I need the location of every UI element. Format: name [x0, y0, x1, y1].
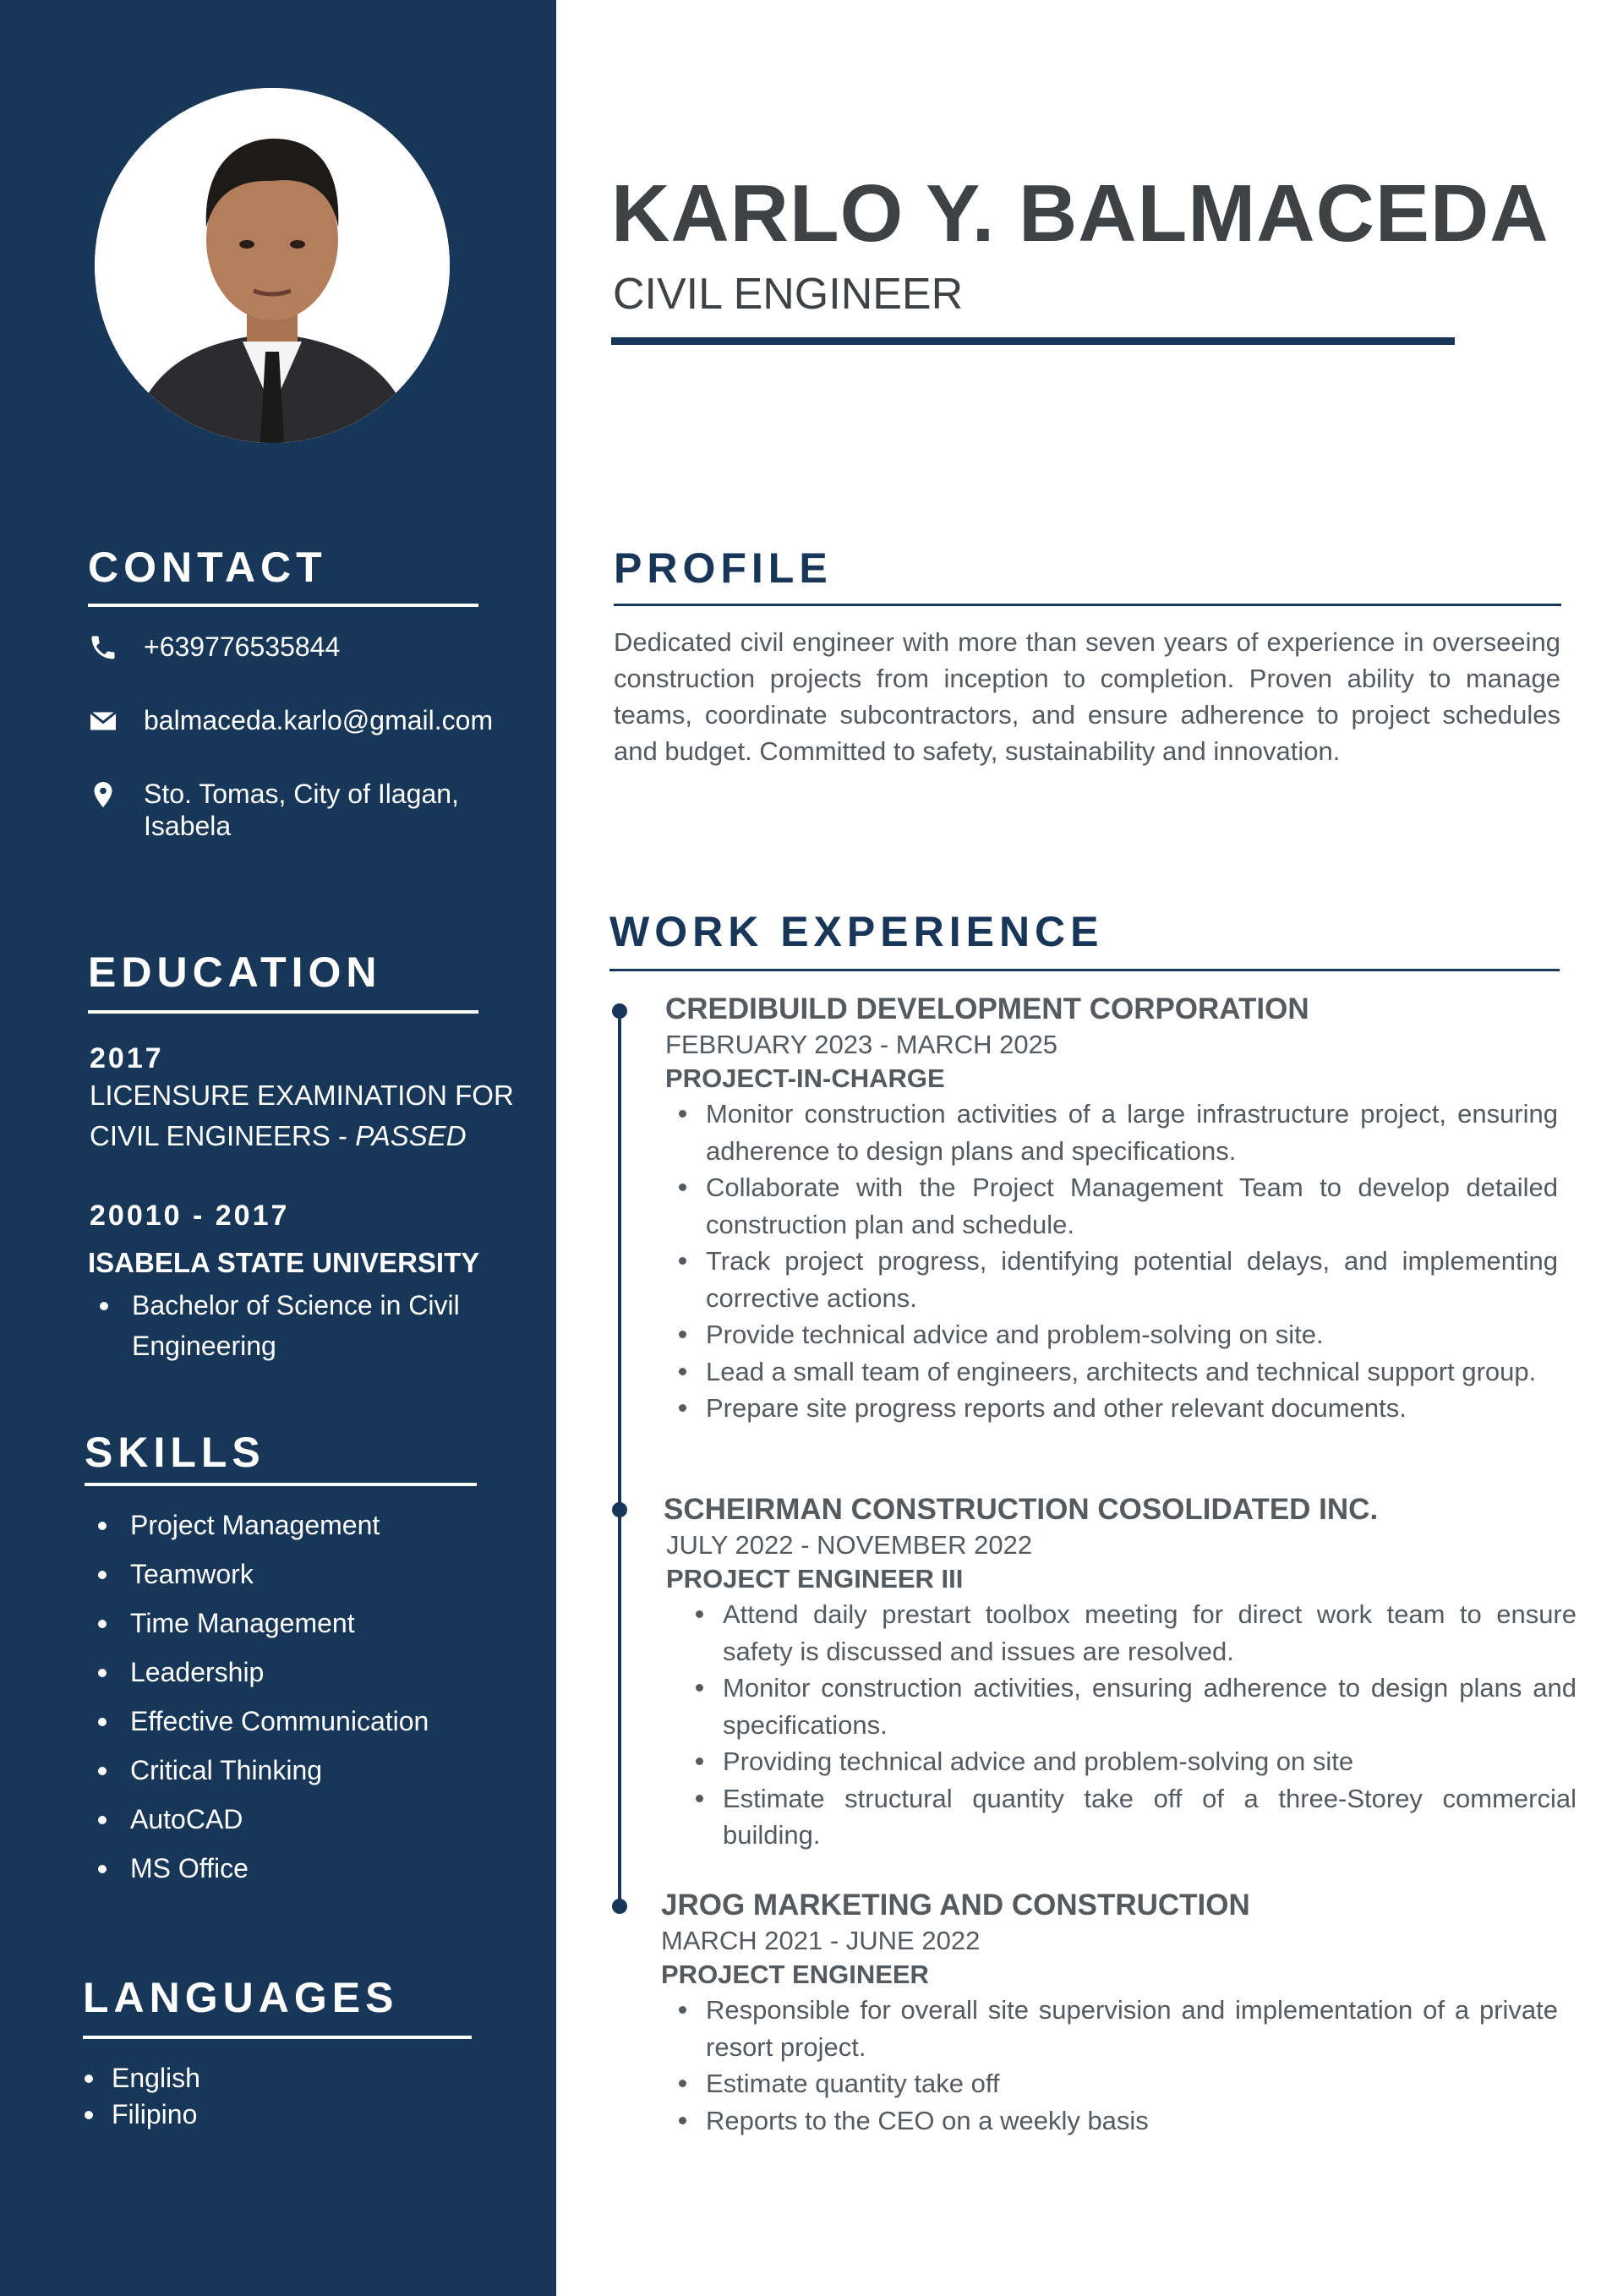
skill-item: Critical Thinking	[88, 1753, 429, 1802]
contact-phone[interactable]	[88, 631, 516, 663]
languages-heading: LANGUAGES	[83, 1974, 399, 2021]
email-icon	[88, 706, 118, 736]
education-year-university: 20010 - 2017	[90, 1200, 290, 1232]
skill-item: Effective Communication	[88, 1704, 429, 1753]
job-duty-item: Collaborate with the Project Management Team to develop detailed construction plan and schedule.	[665, 1169, 1558, 1243]
contact-heading: CONTACT	[88, 544, 327, 591]
job-duty-item: Provide technical advice and problem-solving on site.	[665, 1316, 1558, 1353]
work-experience-heading: WORK EXPERIENCE	[609, 908, 1104, 955]
timeline-dot	[612, 1899, 627, 1914]
contact-email[interactable]	[88, 704, 516, 736]
education-school: ISABELA STATE UNIVERSITY	[88, 1247, 480, 1278]
skill-item: Time Management	[88, 1606, 429, 1655]
job-duty-item: Providing technical advice and problem-solving on site	[682, 1743, 1577, 1780]
job-duties	[665, 1096, 1558, 1427]
job-role: PROJECT ENGINEER III	[666, 1564, 964, 1594]
job-duty-item: Estimate quantity take off	[665, 2065, 1558, 2102]
address-text: Sto. Tomas, City of Ilagan, Isabela	[144, 779, 459, 841]
licensure-result: PASSED	[355, 1120, 467, 1151]
job-dates: FEBRUARY 2023 - MARCH 2025	[665, 1030, 1058, 1059]
job-company: JROG MARKETING AND CONSTRUCTION	[661, 1889, 1250, 1922]
education-heading: EDUCATION	[88, 948, 382, 996]
language-item: Filipino	[81, 2097, 200, 2134]
job-duties	[661, 1992, 1558, 2139]
job-duty-item: Monitor construction activities of a large infrastructure project, ensuring adherence to design plans and specifications.	[665, 1096, 1558, 1169]
job-duty-item: Responsible for overall site supervision and implementation of a private resort project.	[665, 1992, 1558, 2065]
email-text: balmaceda.karlo@gmail.com	[144, 705, 494, 735]
skill-item: AutoCAD	[88, 1802, 429, 1851]
job-entry-scheirman	[664, 1491, 1577, 1854]
skills-list	[88, 1508, 429, 1900]
skill-item: Project Management	[88, 1508, 429, 1557]
name-underline	[611, 337, 1455, 345]
education-degree: Bachelor of Science in Civil Engineering	[90, 1285, 487, 1366]
profile-summary: Dedicated civil engineer with more than seven years of experience in overseeing construction projects from inception to completion. Proven ability to manage teams, coordinate subcontractors, and ensure adherence to project schedules and budget. Committed to safety, sustainability and innovation.	[614, 627, 1560, 766]
languages-list	[81, 2061, 200, 2134]
work-experience-divider	[609, 969, 1560, 971]
job-company: SCHEIRMAN CONSTRUCTION COSOLIDATED INC.	[664, 1493, 1379, 1526]
job-duty-item: Prepare site progress reports and other relevant documents.	[665, 1390, 1558, 1427]
candidate-title: CIVIL ENGINEER	[613, 270, 964, 319]
languages-divider	[83, 2036, 472, 2039]
job-duty-item: Estimate structural quantity take off of a three-Storey commercial building.	[682, 1780, 1577, 1854]
profile-photo	[95, 88, 450, 443]
sidebar	[0, 0, 556, 2296]
job-duty-item: Reports to the CEO on a weekly basis	[665, 2102, 1558, 2140]
timeline-dot	[612, 1003, 627, 1019]
job-company: CREDIBUILD DEVELOPMENT CORPORATION	[665, 992, 1309, 1025]
job-dates: JULY 2022 - NOVEMBER 2022	[666, 1530, 1033, 1560]
candidate-name: KARLO Y. BALMACEDA	[611, 168, 1549, 259]
phone-text: +639776535844	[144, 631, 341, 662]
timeline-dot	[612, 1502, 627, 1517]
job-role: PROJECT ENGINEER	[661, 1960, 929, 1989]
skills-divider	[85, 1483, 477, 1486]
skill-item: MS Office	[88, 1851, 429, 1900]
job-entry-jrog	[661, 1887, 1558, 2139]
job-dates: MARCH 2021 - JUNE 2022	[661, 1926, 981, 1955]
profile-divider	[614, 604, 1561, 606]
licensure-text: LICENSURE EXAMINATION FOR CIVIL ENGINEERS -	[90, 1080, 514, 1151]
phone-icon	[88, 632, 118, 663]
job-duty-item: Track project progress, identifying potential delays, and implementing corrective actions.	[665, 1243, 1558, 1316]
skill-item: Teamwork	[88, 1557, 429, 1606]
language-item: English	[81, 2061, 200, 2097]
contact-address	[88, 778, 499, 842]
job-role: PROJECT-IN-CHARGE	[665, 1063, 945, 1093]
education-licensure	[90, 1075, 529, 1156]
experience-timeline	[618, 1011, 621, 1905]
contact-divider	[88, 604, 478, 607]
skills-heading: SKILLS	[85, 1429, 265, 1476]
job-duty-item: Attend daily prestart toolbox meeting for direct work team to ensure safety is discussed and issues are resolved.	[682, 1596, 1577, 1670]
job-duty-item: Lead a small team of engineers, architects and technical support group.	[665, 1353, 1558, 1391]
education-divider	[88, 1010, 478, 1014]
job-duty-item: Monitor construction activities, ensuring adherence to design plans and specifications.	[682, 1670, 1577, 1743]
job-entry-credibuild	[665, 991, 1558, 1427]
location-pin-icon	[88, 779, 118, 810]
job-duties	[664, 1596, 1577, 1854]
education-year-licensure: 2017	[90, 1042, 164, 1074]
education-degree-list	[90, 1285, 487, 1366]
skill-item: Leadership	[88, 1655, 429, 1704]
profile-heading: PROFILE	[614, 544, 833, 592]
